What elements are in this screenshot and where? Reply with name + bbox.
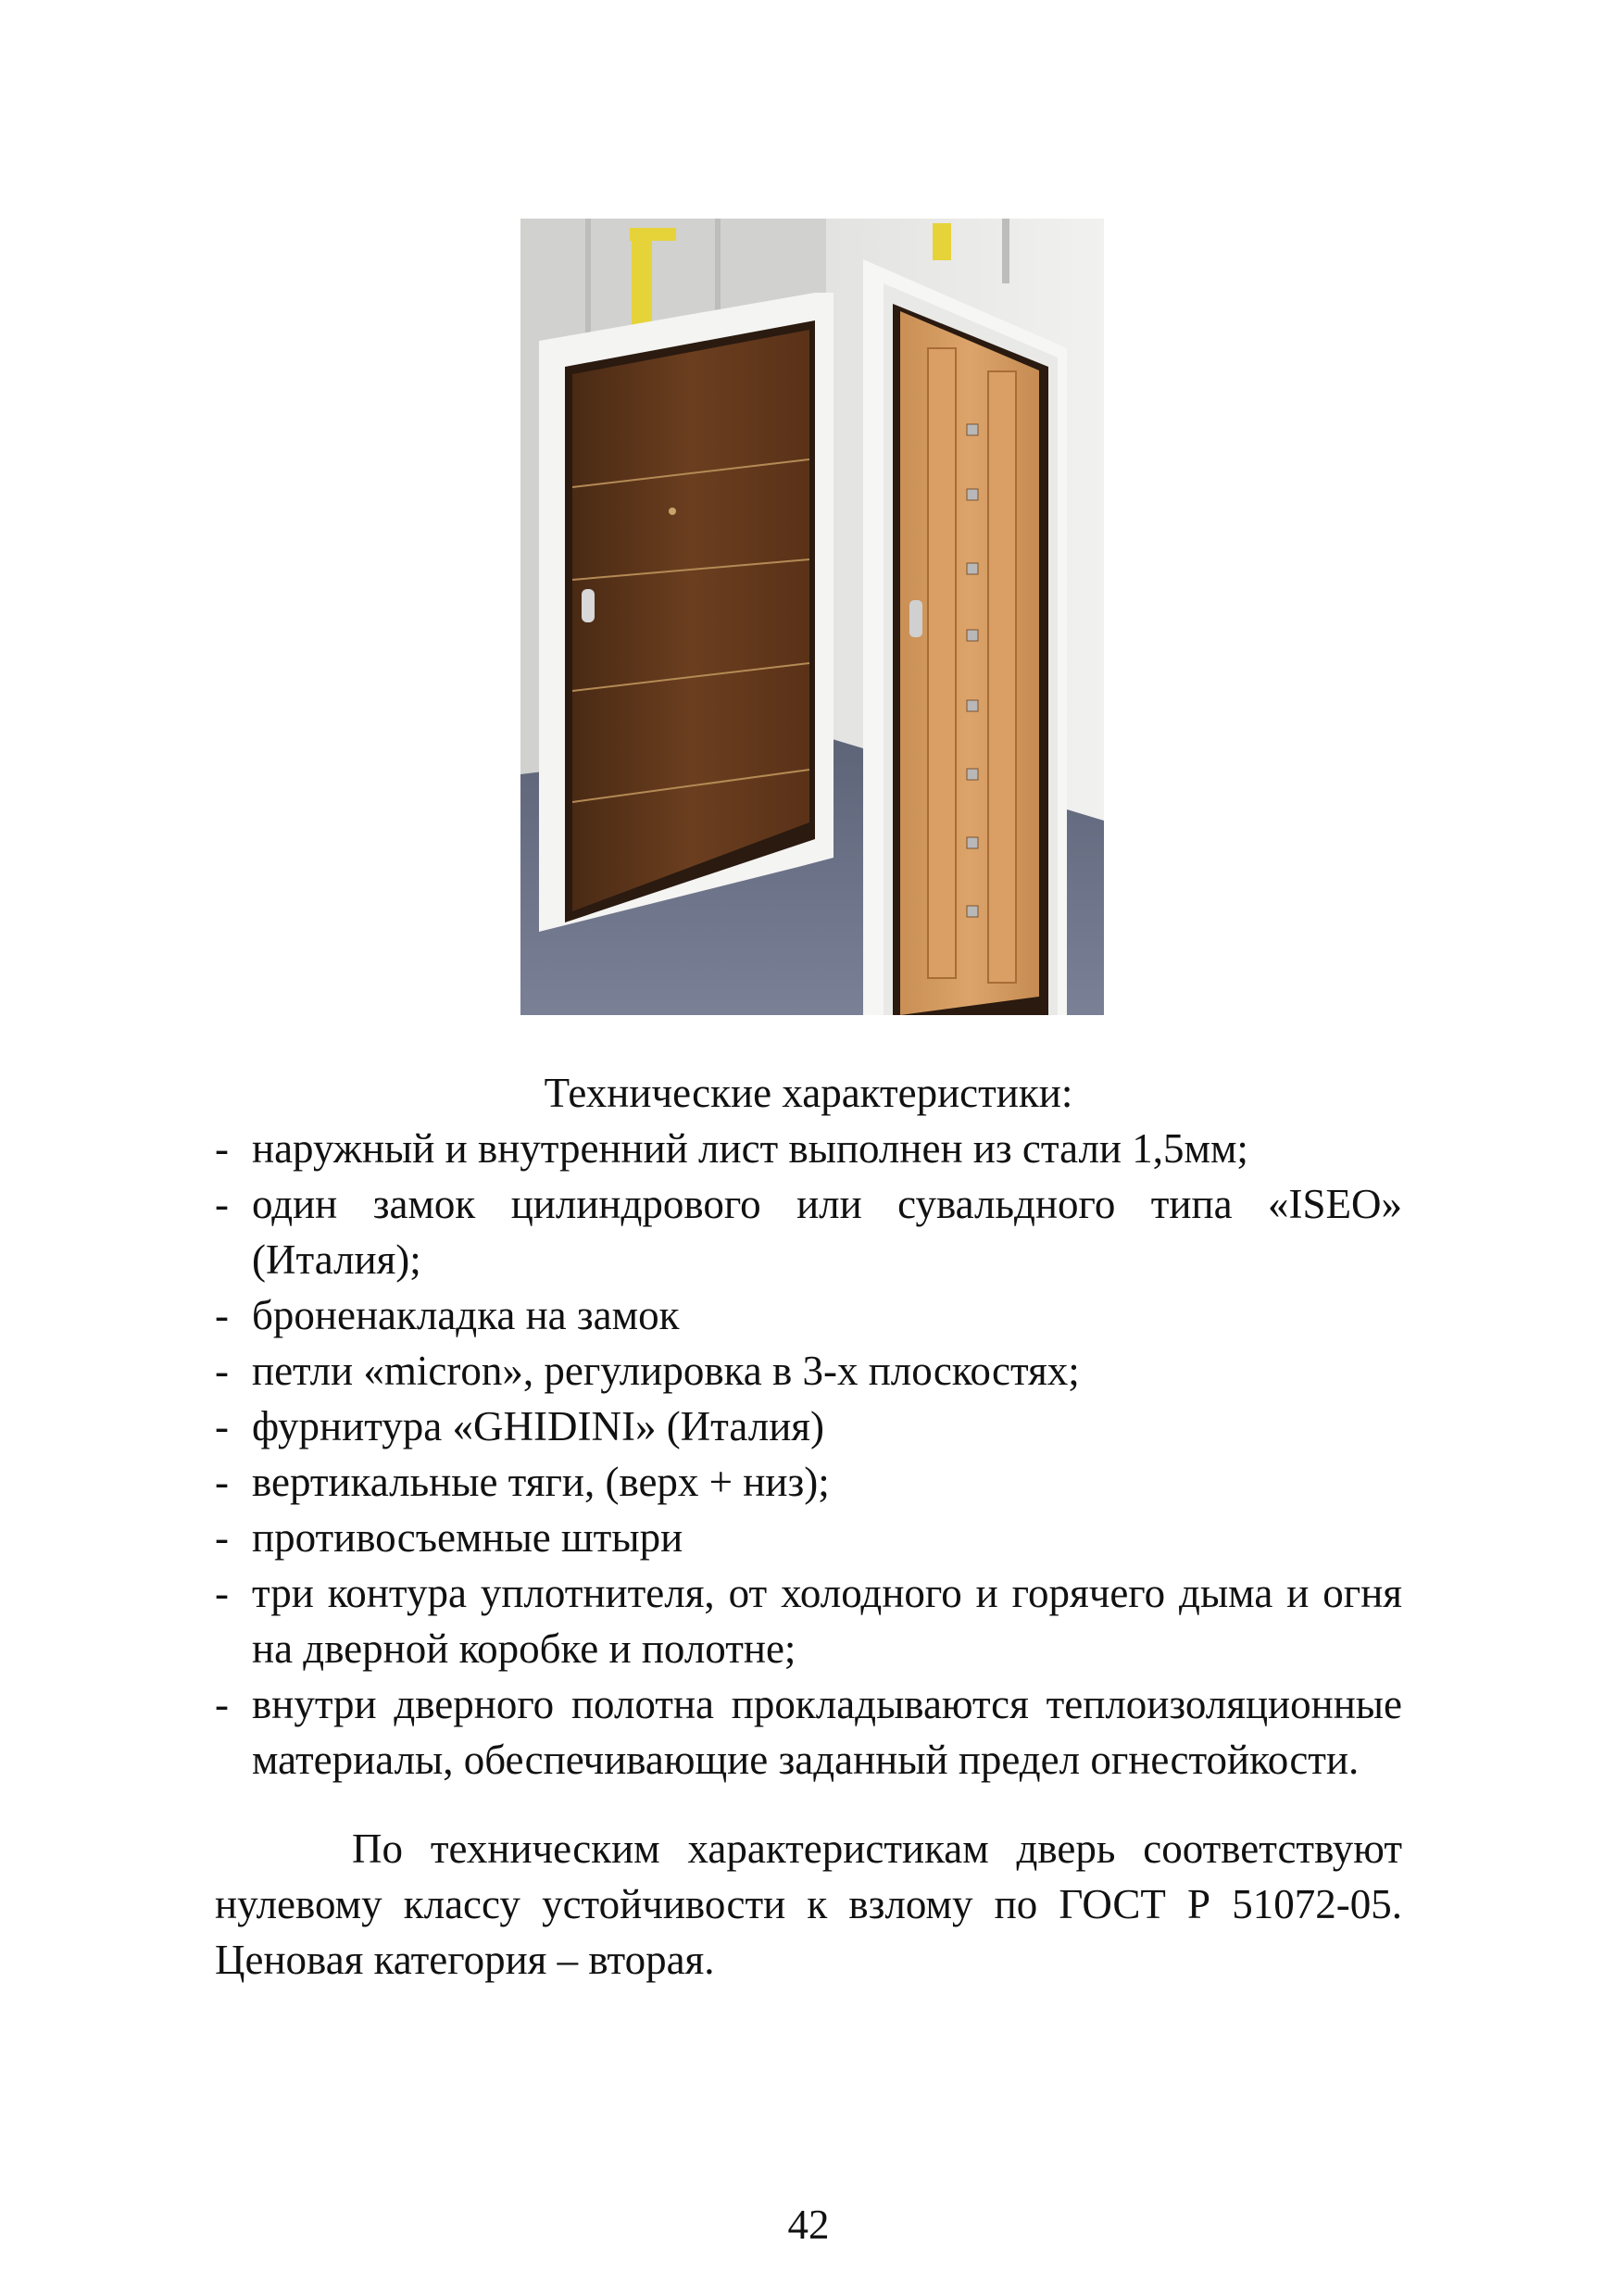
spec-list-item (215, 1176, 1402, 1287)
list-dash: - (215, 1125, 229, 1172)
spec-list-item (215, 1343, 1402, 1399)
list-dash: - (215, 1403, 229, 1449)
list-dash: - (215, 1681, 229, 1727)
spec-list-item-text: один замок цилиндрового или сувальдного типа «ISEO» (Италия); (252, 1181, 1402, 1283)
spec-list-item (215, 1121, 1402, 1176)
spec-list-item-text: противосъемные штыри (252, 1514, 683, 1561)
spec-list-item-text: фурнитура «GHIDINI» (Италия) (252, 1403, 824, 1449)
spec-list-item-text: внутри дверного полотна прокладываются теплоизоляционные материалы, обеспечивающие заданный предел огнестойкости. (252, 1681, 1402, 1783)
list-dash: - (215, 1570, 229, 1616)
list-dash: - (215, 1514, 229, 1561)
spec-list-item (215, 1454, 1402, 1510)
list-dash: - (215, 1348, 229, 1394)
spec-list-item-text: наружный и внутренний лист выполнен из стали 1,5мм; (252, 1125, 1248, 1172)
doors-photo (520, 219, 1104, 1015)
spec-heading: Технические характеристики: (544, 1070, 1073, 1116)
spec-list-item (215, 1565, 1402, 1676)
list-dash: - (215, 1181, 229, 1227)
spec-list-item-text: вертикальные тяги, (верх + низ); (252, 1459, 830, 1505)
list-dash: - (215, 1459, 229, 1505)
spec-list-item (215, 1399, 1402, 1454)
spec-list-item (215, 1676, 1402, 1788)
spec-list-item (215, 1510, 1402, 1565)
spec-list-item-text: три контура уплотнителя, от холодного и горячего дыма и огня на дверной коробке и полотне; (252, 1570, 1402, 1672)
list-dash: - (215, 1292, 229, 1338)
page-number: 42 (787, 2202, 830, 2248)
spec-list-item (215, 1287, 1402, 1343)
summary-paragraph: По техническим характеристикам дверь соответствуют нулевому классу устойчивости к взлому по ГОСТ Р 51072-05. Ценовая категория – вторая. (215, 1826, 1402, 1983)
spec-list-item-text: броненакладка на замок (252, 1292, 680, 1338)
spec-list-item-text: петли «micron», регулировка в 3-х плоскостях; (252, 1348, 1080, 1394)
